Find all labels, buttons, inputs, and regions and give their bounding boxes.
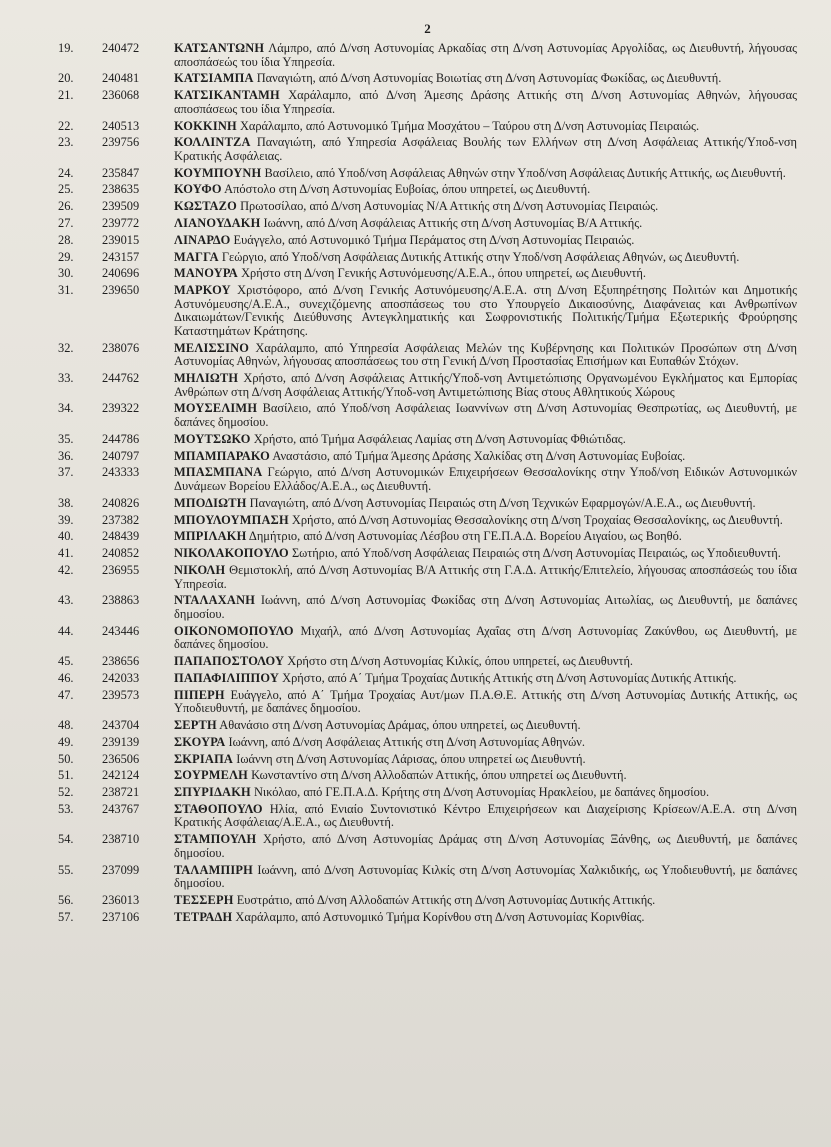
entry-description: Χαράλαμπο, από Αστυνομικό Τμήμα Κορίνθου στη Δ/νση Αστυνομίας Κορινθίας. — [235, 909, 645, 924]
entry-code: 243767 — [102, 801, 140, 816]
entry-code: 236068 — [102, 88, 140, 103]
entry-surname: ΛΙΝΑΡΔΟ — [174, 232, 231, 247]
entry-description: Παναγιώτη, από Δ/νση Αστυνομίας Πειραιώς στη Δ/νση Τεχνικών Εφαρμογών/Α.Ε.Α., ως Διευθυντή. — [249, 495, 756, 510]
entry-code: 248439 — [102, 529, 140, 544]
entry-number: 31. — [58, 283, 74, 298]
entry-surname: ΜΟΥΤΣΩΚΟ — [174, 431, 251, 446]
entry-surname: ΜΑΝΟΥΡΑ — [174, 266, 238, 281]
entry-text — [174, 655, 797, 669]
list-item — [58, 514, 797, 528]
entry-surname: ΜΠΑΜΠΑΡΑΚΟ — [174, 448, 270, 463]
entry-number: 49. — [58, 734, 74, 749]
entry-number: 39. — [58, 512, 74, 527]
list-item — [58, 433, 797, 447]
entry-text — [174, 402, 797, 429]
entry-code: 243333 — [102, 465, 140, 480]
entry-description: Σωτήριο, από Υποδ/νση Ασφάλειας Πειραιώς στη Δ/νση Αστυνομίας Πειραιώς, ως Υποδιευθυντή. — [291, 546, 781, 561]
entry-surname: ΚΑΤΣΑΝΤΩΝΗ — [174, 41, 265, 55]
list-item — [58, 594, 797, 621]
entry-number: 40. — [58, 529, 74, 544]
entry-surname: ΣΤΑΘΟΠΟΥΛΟ — [174, 801, 263, 816]
entry-text — [174, 736, 797, 750]
entry-surname: ΠΑΠΑΦΙΛΙΠΠΟΥ — [174, 670, 280, 685]
list-item — [58, 786, 797, 800]
entry-description: Ευστράτιο, από Δ/νση Αλλοδαπών Αττικής στη Δ/νση Αστυνομίας Δυτικής Αττικής. — [236, 893, 656, 907]
entry-code: 242033 — [102, 670, 140, 685]
entry-text — [174, 911, 797, 925]
entry-code: 239139 — [102, 734, 140, 749]
entry-description: Χριστόφορο, από Δ/νση Γενικής Αστυνόμευσης/Α.Ε.Α. στη Δ/νση Εξυπηρέτησης Πολιτών και Δημοτικής Αστυνόμευσης/Α.Ε.Α., συνεχιζόμενης αποσπάσεως του στο Υπουργείο Δικαιοσύνης, Διαφάνειας και Ανθρωπίνων Δικαιωμάτων/Γενικής Διεύθυνσης Αντεγκληματικής και Σωφρονιστικής Πολιτικής/Τμήμα Εξωτερικής Φρούρησης Καταστημάτων Κράτησης. — [174, 283, 797, 338]
entry-text — [174, 433, 797, 447]
entry-number: 22. — [58, 118, 74, 133]
entry-code: 239509 — [102, 199, 140, 214]
entry-description: Αναστάσιο, από Τμήμα Άμεσης Δράσης Χαλκίδας στη Δ/νση Αστυνομίας Ευβοίας. — [272, 448, 686, 463]
entry-surname: ΚΟΛΛΙΝΤΖΑ — [174, 135, 251, 150]
entry-text — [174, 234, 797, 248]
entry-code: 240852 — [102, 546, 140, 561]
entry-number: 46. — [58, 670, 74, 685]
entry-code: 236506 — [102, 751, 140, 766]
entry-number: 41. — [58, 546, 74, 561]
entry-description: Ευάγγελο, από Α΄ Τμήμα Τροχαίας Αυτ/μων Π.Α.Θ.Ε. Αττικής στη Δ/νση Αστυνομίας Δυτικής Αττικής, ως Υποδιευθυντή, με δαπάνες δημοσίου. — [174, 687, 797, 716]
entry-text — [174, 267, 797, 281]
entry-text — [174, 120, 797, 134]
entry-text — [174, 625, 797, 652]
entry-code: 244786 — [102, 431, 140, 446]
entry-surname: ΚΟΚΚΙΝΗ — [174, 118, 237, 133]
entry-description: Απόστολο στη Δ/νση Αστυνομίας Ευβοίας, όπου υπηρετεί, ως Διευθυντή. — [224, 182, 591, 197]
entry-number: 48. — [58, 717, 74, 732]
list-item — [58, 689, 797, 716]
entry-code: 238863 — [102, 593, 140, 608]
entry-surname: ΠΙΠΕΡΗ — [174, 687, 225, 702]
entry-number: 24. — [58, 165, 74, 180]
list-item — [58, 89, 797, 116]
entry-code: 239756 — [102, 135, 140, 150]
entry-surname: ΤΑΛΑΜΠΙΡΗ — [174, 862, 253, 877]
list-item — [58, 267, 797, 281]
entry-description: Πρωτοσίλαο, από Δ/νση Αστυνομίας Ν/Α Αττικής στη Δ/νση Αστυνομίας Πειραιώς. — [240, 199, 659, 214]
entry-number: 33. — [58, 371, 74, 386]
entry-code: 239573 — [102, 687, 140, 702]
entry-code: 238656 — [102, 654, 140, 669]
entry-surname: ΛΙΑΝΟΥΔΑΚΗ — [174, 216, 261, 231]
entry-code: 239772 — [102, 216, 140, 231]
entry-description: Γεώργιο, από Υποδ/νση Ασφάλειας Δυτικής Αττικής στην Υποδ/νση Ασφάλειας Αθηνών, ως Διευθυντή. — [221, 249, 740, 264]
entry-code: 239650 — [102, 283, 140, 298]
entry-code: 238721 — [102, 785, 140, 800]
entry-text — [174, 42, 797, 69]
entry-text — [174, 136, 797, 163]
entry-code: 240481 — [102, 71, 140, 86]
entry-surname: ΣΠΥΡΙΔΑΚΗ — [174, 785, 251, 800]
entry-text — [174, 372, 797, 399]
entry-number: 55. — [58, 862, 74, 877]
entry-text — [174, 803, 797, 830]
list-item — [58, 234, 797, 248]
entry-number: 23. — [58, 135, 74, 150]
entry-number: 44. — [58, 623, 74, 638]
entry-surname: ΜΠΟΥΛΟΥΜΠΑΣΗ — [174, 512, 289, 527]
entry-description: Βασίλειο, από Υποδ/νση Ασφάλειας Αθηνών στην Υποδ/νση Ασφάλειας Δυτικής Αττικής, ως Διευθυντή. — [264, 165, 786, 180]
entry-text — [174, 251, 797, 265]
entry-description: Χρήστο, από Δ/νση Αστυνομίας Δράμας στη Δ/νση Αστυνομίας Ξάνθης, ως Διευθυντή, με δαπάνες δημοσίου. — [174, 832, 797, 860]
entry-text — [174, 217, 797, 231]
list-item — [58, 284, 797, 338]
list-item — [58, 833, 797, 860]
entry-number: 35. — [58, 431, 74, 446]
list-item — [58, 530, 797, 544]
entry-code: 236013 — [102, 893, 140, 907]
entry-code: 240513 — [102, 118, 140, 133]
entry-number: 53. — [58, 801, 74, 816]
list-item — [58, 769, 797, 783]
list-item — [58, 372, 797, 399]
entry-code: 240797 — [102, 448, 140, 463]
entry-description: Κωνσταντίνο στη Δ/νση Αλλοδαπών Αττικής, όπου υπηρετεί ως Διευθυντή. — [251, 768, 627, 783]
entry-description: Χρήστο, από Δ/νση Αστυνομίας Θεσσαλονίκης στη Δ/νση Τροχαίας Θεσσαλονίκης, ως Διευθυντή. — [291, 512, 783, 527]
entry-description: Παναγιώτη, από Δ/νση Αστυνομίας Βοιωτίας στη Δ/νση Αστυνομίας Φωκίδας, ως Διευθυντή. — [256, 71, 722, 86]
entry-text — [174, 769, 797, 783]
list-item — [58, 120, 797, 134]
entry-text — [174, 200, 797, 214]
entry-number: 20. — [58, 71, 74, 86]
entry-surname: ΜΟΥΣΕΛΙΜΗ — [174, 401, 258, 416]
entry-description: Ευάγγελο, από Αστυνομικό Τμήμα Περάματος στη Δ/νση Αστυνομίας Πειραιώς. — [233, 232, 635, 247]
entry-code: 243157 — [102, 249, 140, 264]
entry-surname: ΣΕΡΤΗ — [174, 717, 217, 732]
list-item — [58, 497, 797, 511]
entry-description: Μιχαήλ, από Δ/νση Αστυνομίας Αχαΐας στη Δ/νση Αστυνομίας Ζακύνθου, ως Διευθυντή, με δαπάνες δημοσίου. — [174, 623, 797, 652]
list-item — [58, 136, 797, 163]
entry-number: 28. — [58, 232, 74, 247]
entry-surname: ΣΤΑΜΠΟΥΛΗ — [174, 832, 257, 847]
entry-surname: ΝΙΚΟΛΗ — [174, 562, 226, 577]
entry-description: Χαράλαμπο, από Δ/νση Άμεσης Δράσης Αττικής στη Δ/νση Αστυνομίας Αθηνών, λήγουσας αποσπάσεως του ίδια Υπηρεσία. — [174, 88, 797, 116]
list-item — [58, 803, 797, 830]
entry-description: Θεμιστοκλή, από Δ/νση Αστυνομίας Β/Α Αττικής στη Γ.Α.Δ. Αττικής/Επιτελείο, λήγουσας αποσπάσεώς του ίδια Υπηρεσία. — [174, 562, 797, 591]
entry-text — [174, 530, 797, 544]
entry-code: 238076 — [102, 340, 140, 355]
list-item — [58, 911, 797, 925]
entry-number: 37. — [58, 465, 74, 480]
entry-surname: ΟΙΚΟΝΟΜΟΠΟΥΛΟ — [174, 623, 294, 638]
entry-surname: ΤΕΣΣΕΡΗ — [174, 893, 234, 907]
entry-code: 240826 — [102, 495, 140, 510]
list-item — [58, 672, 797, 686]
entry-code: 237382 — [102, 512, 140, 527]
entry-number: 29. — [58, 249, 74, 264]
entry-number: 27. — [58, 216, 74, 231]
entry-surname: ΜΑΡΚΟΥ — [174, 283, 231, 298]
entry-surname: ΣΚΟΥΡΑ — [174, 734, 226, 749]
entry-description: Ιωάννη, από Δ/νση Αστυνομίας Κιλκίς στη Δ/νση Αστυνομίας Χαλκιδικής, ως Υποδιευθυντή, με δαπάνες δημοσίου. — [174, 862, 797, 891]
entry-text — [174, 183, 797, 197]
entry-code: 239015 — [102, 232, 140, 247]
entry-surname: ΚΑΤΣΙΚΑΝΤΑΜΗ — [174, 88, 280, 103]
entry-text — [174, 594, 797, 621]
list-item — [58, 894, 797, 908]
entry-number: 57. — [58, 909, 74, 924]
entry-number: 50. — [58, 751, 74, 766]
entry-number: 34. — [58, 401, 74, 416]
entry-text — [174, 719, 797, 733]
entry-surname: ΜΕΛΙΣΣΙΝΟ — [174, 340, 250, 355]
entry-surname: ΣΟΥΡΜΕΛΗ — [174, 768, 249, 783]
entry-description: Λάμπρο, από Δ/νση Αστυνομίας Αρκαδίας στη Δ/νση Αστυνομίας Αργολίδας, ως Διευθυντή, λήγουσας αποσπάσεώς του ίδια Υπηρεσία. — [174, 41, 797, 69]
entry-number: 42. — [58, 562, 74, 577]
entry-number: 30. — [58, 266, 74, 281]
entry-text — [174, 864, 797, 891]
entry-text — [174, 167, 797, 181]
entry-code: 237106 — [102, 909, 140, 924]
entry-description: Χρήστο στη Δ/νση Αστυνομίας Κιλκίς, όπου υπηρετεί, ως Διευθυντή. — [287, 654, 634, 669]
list-item — [58, 200, 797, 214]
entry-text — [174, 753, 797, 767]
list-item — [58, 864, 797, 891]
entry-description: Γεώργιο, από Δ/νση Αστυνομικών Επιχειρήσεων Θεσσαλονίκης στην Υποδ/νση Ειδικών Αστυνομικών Δυνάμεων Βορείου Ελλάδος/Α.Ε.Α., ως Διευθυντή. — [174, 465, 797, 493]
entry-surname: ΚΟΥΜΠΟΥΝΗ — [174, 165, 262, 180]
entry-description: Βασίλειο, από Υποδ/νση Ασφάλειας Ιωαννίνων στη Δ/νση Αστυνομίας Θεσπρωτίας, ως Διευθυντή, με δαπάνες δημοσίου. — [174, 401, 797, 430]
entry-surname: ΜΑΓΓΑ — [174, 249, 219, 264]
entry-surname: ΚΑΤΣΙΑΜΠΑ — [174, 71, 254, 86]
list-item — [58, 564, 797, 591]
list-item — [58, 736, 797, 750]
entry-code: 243446 — [102, 623, 140, 638]
entry-code: 244762 — [102, 371, 140, 386]
entry-number: 54. — [58, 832, 74, 847]
entry-surname: ΤΕΤΡΑΔΗ — [174, 909, 233, 924]
list-item — [58, 183, 797, 197]
entry-surname: ΠΑΠΑΠΟΣΤΟΛΟΥ — [174, 654, 285, 669]
entry-surname: ΜΠΟΔΙΩΤΗ — [174, 495, 247, 510]
entry-description: Χαράλαμπο, από Αστυνομικό Τμήμα Μοσχάτου – Ταύρου στη Δ/νση Αστυνομίας Πειραιώς. — [239, 118, 700, 133]
entry-surname: ΝΙΚΟΛΑΚΟΠΟΥΛΟ — [174, 546, 289, 561]
entry-description: Χαράλαμπο, από Υπηρεσία Ασφάλειας Μελών της Κυβέρνησης και Πολιτικών Προσώπων στη Δ/νση Αστυνομίας Αθηνών, λήγουσας αποσπάσεως του στη Γενική Δ/νση Προστασίας Επισήμων και Ευπαθών Στόχων. — [174, 340, 797, 369]
entry-code: 239322 — [102, 401, 140, 416]
entry-description: Παναγιώτη, από Υπηρεσία Ασφάλειας Βουλής των Ελλήνων στη Δ/νση Ασφάλειας Αττικής/Υποδ-νση Κρατικής Ασφάλειας. — [174, 135, 797, 163]
list-item — [58, 625, 797, 652]
list-item — [58, 466, 797, 493]
entry-text — [174, 466, 797, 493]
entry-description: Χρήστο, από Τμήμα Ασφάλειας Λαμίας στη Δ/νση Αστυνομίας Φθιώτιδας. — [253, 431, 626, 446]
entry-text — [174, 786, 797, 800]
entry-number: 26. — [58, 199, 74, 214]
list-item — [58, 251, 797, 265]
entry-text — [174, 72, 797, 86]
entry-text — [174, 833, 797, 860]
list-item — [58, 547, 797, 561]
entry-list — [58, 42, 797, 924]
entry-code: 242124 — [102, 768, 140, 783]
entry-code: 236955 — [102, 562, 140, 577]
entry-text — [174, 894, 797, 908]
entry-text — [174, 514, 797, 528]
entry-text — [174, 342, 797, 369]
entry-code: 238710 — [102, 832, 140, 847]
entry-description: Νικόλαο, από ΓΕ.Π.Α.Δ. Κρήτης στη Δ/νση Αστυνομίας Ηρακλείου, με δαπάνες δημοσίου. — [253, 785, 710, 800]
entry-number: 56. — [58, 893, 74, 907]
entry-number: 43. — [58, 593, 74, 608]
list-item — [58, 72, 797, 86]
entry-description: Αθανάσιο στη Δ/νση Αστυνομίας Δράμας, όπου υπηρετεί, ως Διευθυντή. — [219, 717, 581, 732]
entry-description: Ιωάννη στη Δ/νση Αστυνομίας Λάρισας, όπου υπηρετεί ως Διευθυντή. — [236, 751, 586, 766]
entry-code: 235847 — [102, 165, 140, 180]
entry-code: 240472 — [102, 41, 140, 55]
entry-number: 25. — [58, 182, 74, 197]
entry-surname: ΜΠΑΣΜΠΑΝΑ — [174, 465, 263, 480]
entry-surname: ΝΤΑΛΑΧΑΝΗ — [174, 593, 256, 608]
list-item — [58, 42, 797, 69]
entry-number: 52. — [58, 785, 74, 800]
entry-code: 240696 — [102, 266, 140, 281]
entry-number: 45. — [58, 654, 74, 669]
entry-number: 38. — [58, 495, 74, 510]
list-item — [58, 450, 797, 464]
entry-number: 51. — [58, 768, 74, 783]
entry-text — [174, 689, 797, 716]
entry-number: 19. — [58, 41, 74, 55]
entry-surname: ΜΠΡΙΛΑΚΗ — [174, 529, 247, 544]
entry-text — [174, 284, 797, 338]
entry-text — [174, 672, 797, 686]
entry-surname: ΜΗΛΙΩΤΗ — [174, 371, 239, 386]
entry-surname: ΣΚΡΙΑΠΑ — [174, 751, 234, 766]
entry-code: 238635 — [102, 182, 140, 197]
list-item — [58, 753, 797, 767]
entry-code: 243704 — [102, 717, 140, 732]
entry-description: Ιωάννη, από Δ/νση Αστυνομίας Φωκίδας στη Δ/νση Αστυνομίας Αιτωλίας, ως Διευθυντή, με δαπάνες δημοσίου. — [174, 593, 797, 621]
entry-text — [174, 450, 797, 464]
entry-number: 21. — [58, 88, 74, 103]
list-item — [58, 402, 797, 429]
list-item — [58, 167, 797, 181]
list-item — [58, 655, 797, 669]
entry-text — [174, 564, 797, 591]
entry-description: Δημήτριο, από Δ/νση Αστυνομίας Λέσβου στη ΓΕ.Π.Α.Δ. Βορείου Αιγαίου, ως Βοηθό. — [248, 529, 682, 544]
entry-number: 47. — [58, 687, 74, 702]
entry-description: Χρήστο, από Α΄ Τμήμα Τροχαίας Δυτικής Αττικής στη Δ/νση Αστυνομίας Δυτικής Αττικής. — [282, 670, 737, 685]
entry-description: Ηλία, από Ενιαίο Συντονιστικό Κέντρο Επιχειρήσεων και Διαχείρισης Κρίσεων/Α.Ε.Α. στη Δ/νση Κρατικής Ασφάλειας/Α.Ε.Α., ως Διευθυντή. — [174, 801, 797, 830]
list-item — [58, 342, 797, 369]
entry-surname: ΚΩΣΤΑΖΟ — [174, 199, 237, 214]
entry-description: Χρήστο στη Δ/νση Γενικής Αστυνόμευσης/Α.Ε.Α., όπου υπηρετεί, ως Διευθυντή. — [241, 266, 646, 281]
entry-number: 36. — [58, 448, 74, 463]
entry-description: Ιωάννη, από Δ/νση Ασφάλειας Αττικής στη Δ/νση Αστυνομίας Αθηνών. — [228, 734, 585, 749]
entry-description: Ιωάννη, από Δ/νση Ασφάλειας Αττικής στη Δ/νση Αστυνομίας Β/Α Αττικής. — [263, 216, 643, 231]
entry-code: 237099 — [102, 862, 140, 877]
entry-text — [174, 497, 797, 511]
entry-number: 32. — [58, 340, 74, 355]
entry-text — [174, 547, 797, 561]
page-number: 2 — [424, 21, 431, 36]
list-item — [58, 719, 797, 733]
entry-text — [174, 89, 797, 116]
entry-surname: ΚΟΥΦΟ — [174, 182, 222, 197]
entry-description: Χρήστο, από Δ/νση Ασφάλειας Αττικής/Υποδ-νση Αντιμετώπισης Οργανωμένου Εγκλήματος και Εμπορίας Ανθρώπων στη Δ/νση Ασφάλειας Αττικής/Υποδ-νση Αντιμετώπισης Βίας στους Αθλητικούς Χώρους — [174, 371, 797, 399]
list-item — [58, 217, 797, 231]
